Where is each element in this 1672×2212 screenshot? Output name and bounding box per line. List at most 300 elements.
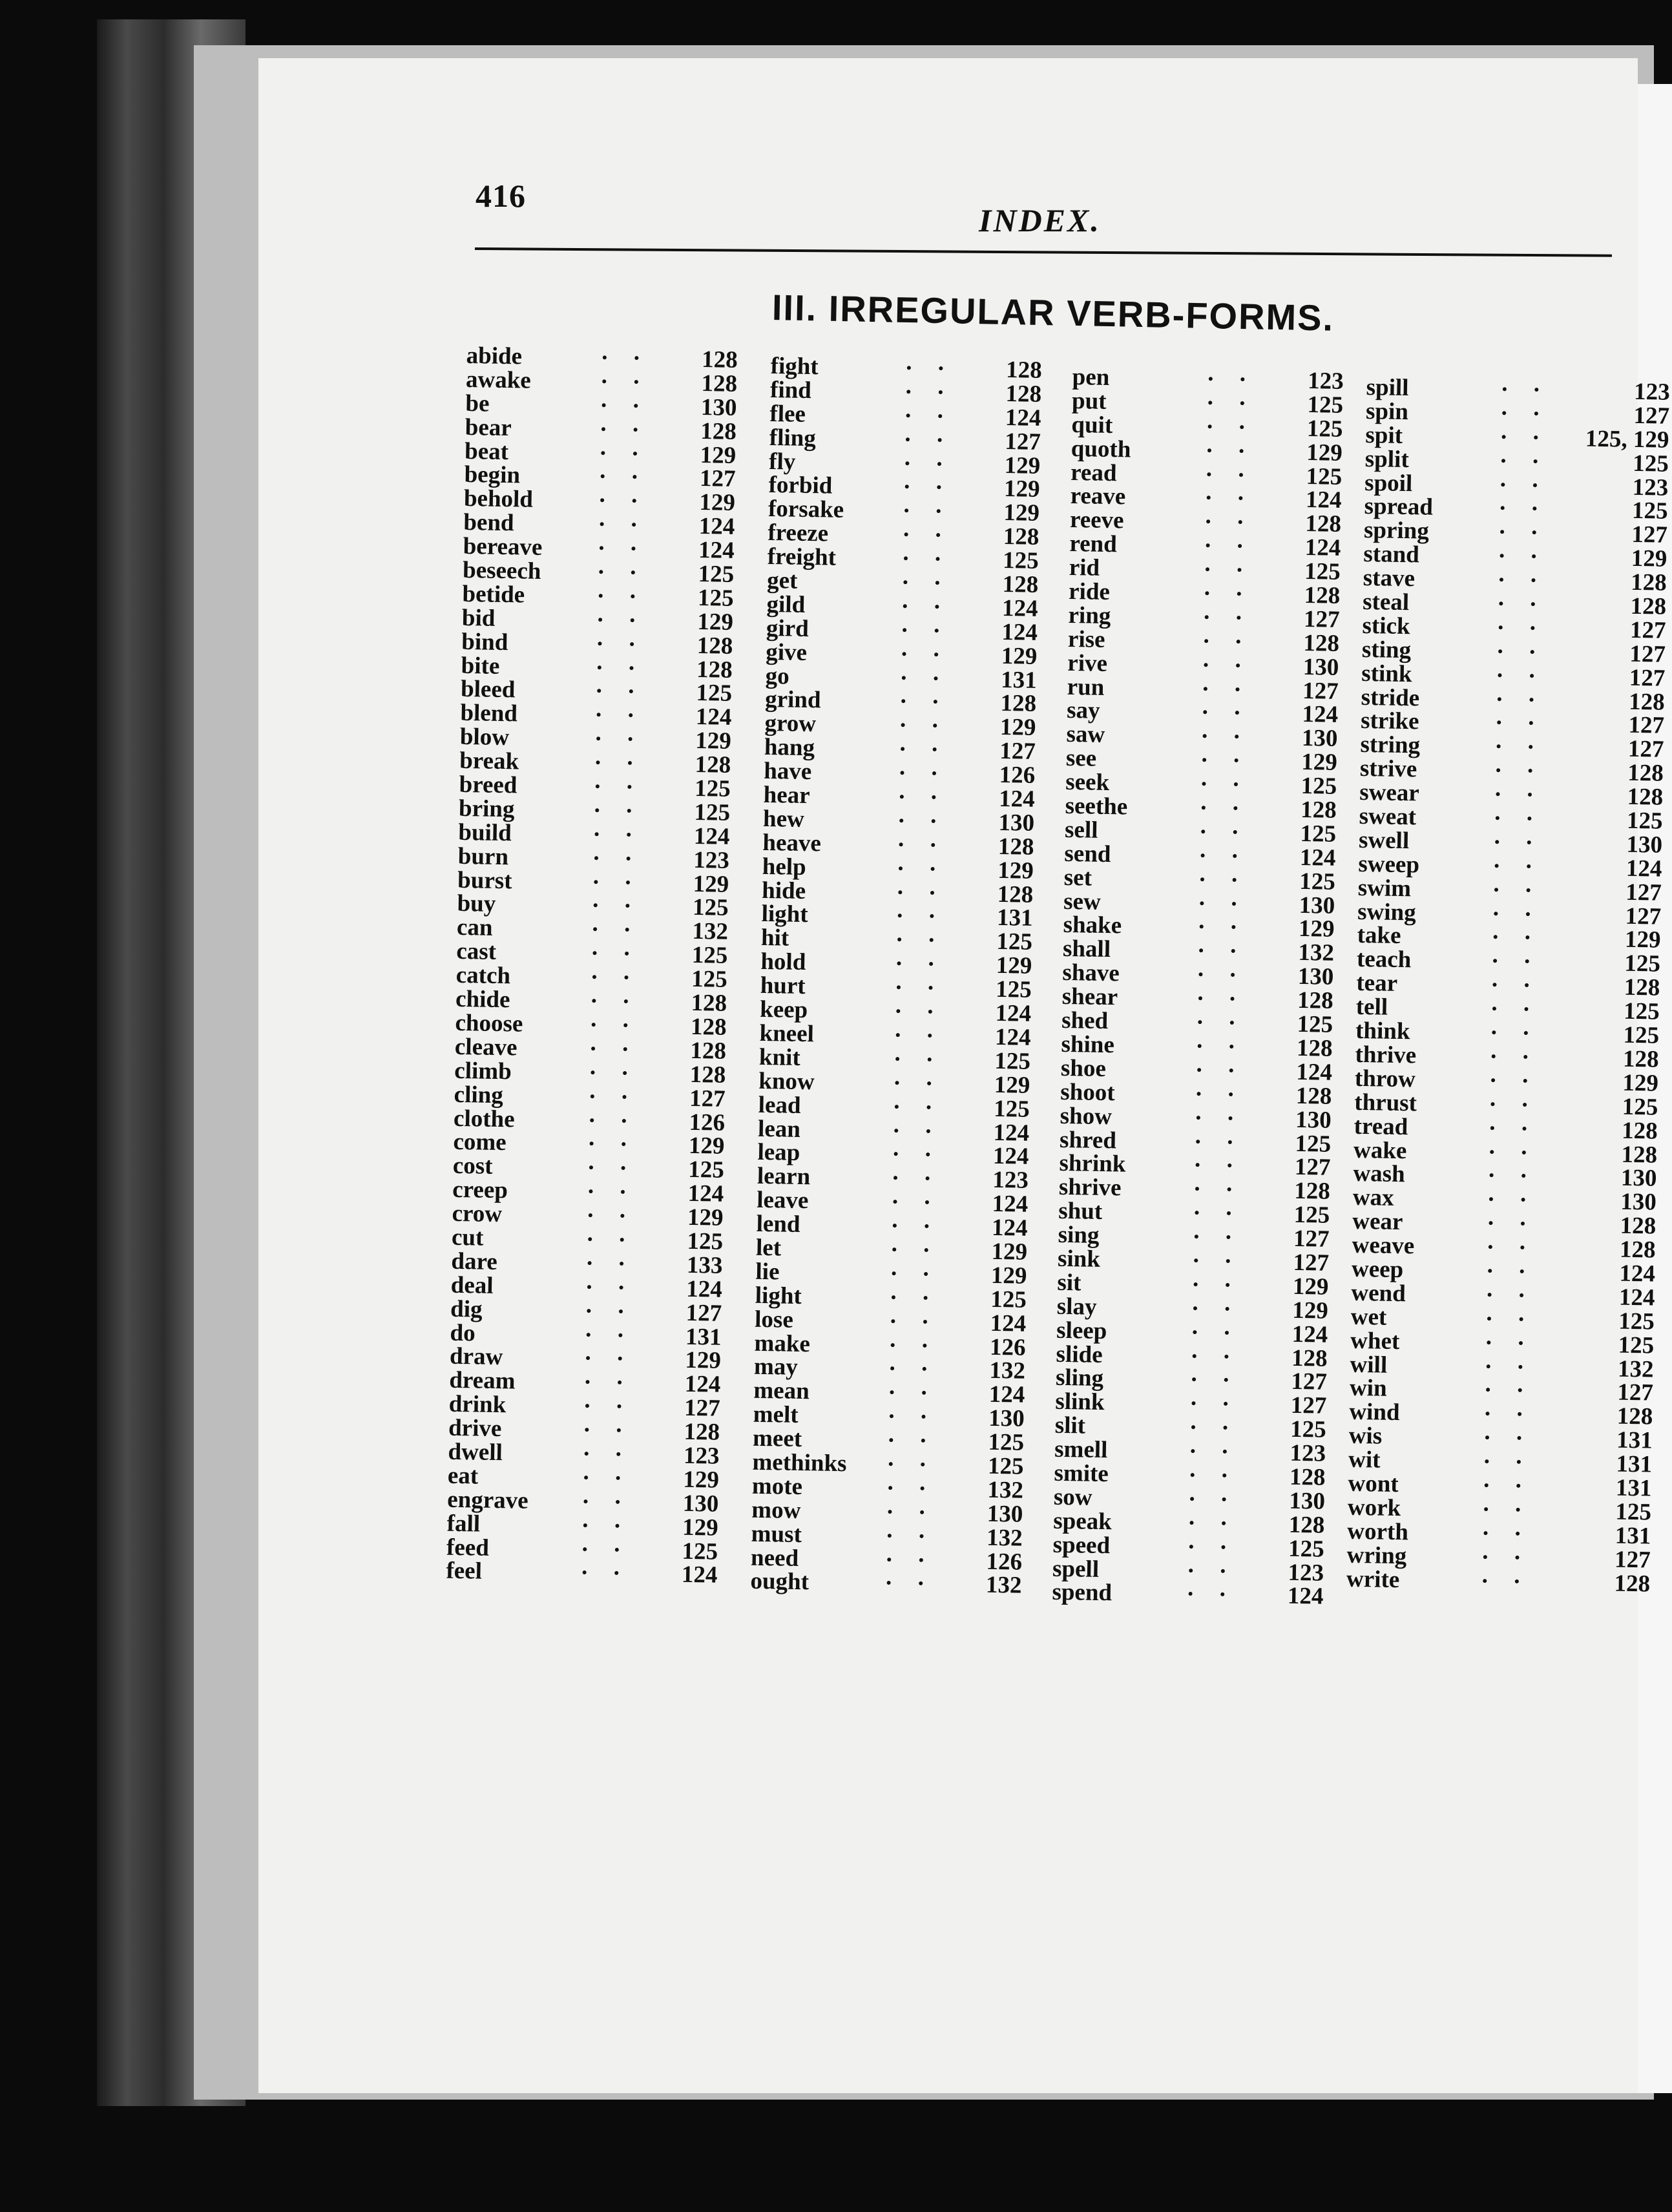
index-entry-word: build xyxy=(458,819,512,847)
leader-dots: · · xyxy=(583,1369,633,1397)
leader-dots: · · xyxy=(581,1488,631,1516)
leader-dots: · · xyxy=(1492,877,1542,904)
leader-dots: · · xyxy=(587,1107,638,1135)
leader-dots: · · xyxy=(897,808,947,835)
index-entry-word: help xyxy=(762,853,807,881)
leader-dots: · · xyxy=(1495,685,1545,714)
index-entry-word: know xyxy=(758,1067,815,1095)
index-entry-word: melt xyxy=(753,1401,799,1429)
index-entry-page: 124 xyxy=(993,1119,1030,1147)
index-entry-word: leave xyxy=(756,1186,809,1215)
index-entry-word: heave xyxy=(762,829,822,857)
leader-dots: · · xyxy=(1192,1224,1242,1251)
index-entry-word: dare xyxy=(451,1247,498,1275)
leader-dots: · · xyxy=(1200,747,1250,775)
index-entry-page: 125 xyxy=(682,1538,718,1565)
index-column-4 xyxy=(1346,374,1670,1598)
index-entry-page: 125 xyxy=(994,1047,1031,1075)
leader-dots: · · xyxy=(902,521,952,549)
index-entry-word: write xyxy=(1346,1565,1400,1593)
index-entry-page: 127 xyxy=(1629,616,1666,644)
index-entry-word: ride xyxy=(1068,578,1111,606)
index-entry-page: 124 xyxy=(684,1371,721,1399)
leader-dots: · · xyxy=(1492,853,1542,881)
index-entry-word: whet xyxy=(1350,1327,1400,1355)
index-entry-page: 128 xyxy=(1616,1403,1653,1430)
index-entry-page: 129 xyxy=(682,1514,719,1541)
index-entry-page: 124 xyxy=(1001,618,1038,646)
leader-dots: · · xyxy=(598,511,647,539)
index-entry-page: 125 xyxy=(1300,820,1337,848)
index-entry-page: 125 xyxy=(1622,1093,1658,1121)
index-entry-page: 130 xyxy=(1302,653,1339,681)
index-entry-word: catch xyxy=(455,962,511,990)
leader-dots: · · xyxy=(594,678,645,706)
index-entry-word: shed xyxy=(1061,1007,1109,1035)
index-entry-page: 128 xyxy=(1304,582,1341,609)
index-entry-word: gird xyxy=(766,614,810,642)
leader-dots: · · xyxy=(1194,1081,1244,1109)
leader-dots: · · xyxy=(1193,1176,1243,1204)
index-entry-word: wash xyxy=(1353,1160,1406,1188)
index-entry-page: 127 xyxy=(1625,903,1662,930)
index-entry-page: 127 xyxy=(1302,677,1339,705)
leader-dots: · · xyxy=(1195,1033,1245,1061)
index-entry-page: 127 xyxy=(1631,521,1668,549)
index-entry-page: 129 xyxy=(1003,499,1040,527)
index-entry-page: 129 xyxy=(997,857,1034,884)
index-entry-page: 124 xyxy=(1619,1260,1656,1288)
index-entry-page: 127 xyxy=(684,1395,721,1422)
index-entry-page: 125 xyxy=(1306,415,1343,443)
index-entry-word: stink xyxy=(1361,660,1412,687)
leader-dots: · · xyxy=(592,797,643,825)
index-entry-word: need xyxy=(750,1544,799,1572)
index-entry-word: wet xyxy=(1350,1303,1387,1331)
leader-dots: · · xyxy=(901,545,952,573)
index-entry-word: grow xyxy=(764,710,817,738)
index-entry-page: 124 xyxy=(1299,844,1336,871)
leader-dots: · · xyxy=(897,784,947,811)
leader-dots: · · xyxy=(593,773,643,801)
index-entry-page: 125 xyxy=(1615,1498,1652,1526)
index-entry-page: 124 xyxy=(1304,534,1341,562)
index-entry-page: 130 xyxy=(1301,725,1338,753)
index-entry-word: sting xyxy=(1361,636,1412,663)
index-entry-word: bite xyxy=(461,652,500,680)
index-entry-page: 125 xyxy=(1299,868,1336,895)
index-entry-page: 129 xyxy=(1622,1069,1659,1097)
index-entry-page: 123 xyxy=(1632,474,1669,501)
index-entry-page: 128 xyxy=(1621,1117,1658,1145)
index-entry-word: bear xyxy=(465,413,512,441)
index-entry-word: throw xyxy=(1354,1065,1416,1093)
index-entry-page: 128 xyxy=(1005,357,1042,384)
leader-dots: · · xyxy=(1500,376,1550,404)
leader-dots: · · xyxy=(594,702,644,729)
index-entry-page: 124 xyxy=(990,1309,1027,1337)
leader-dots: · · xyxy=(886,1475,936,1503)
index-entry-word: win xyxy=(1349,1375,1387,1403)
leader-dots: · · xyxy=(1198,866,1248,894)
index-entry-word: hew xyxy=(762,805,805,833)
leader-dots: · · xyxy=(1197,890,1248,918)
index-entry-page: 131 xyxy=(1616,1426,1653,1454)
index-entry-page: 128 xyxy=(1630,569,1667,596)
index-entry-word: abide xyxy=(466,342,523,370)
leader-dots: · · xyxy=(1494,709,1545,738)
index-entry-page: 129 xyxy=(700,441,737,469)
index-entry-word: hang xyxy=(764,734,815,762)
index-entry-page: 129 xyxy=(688,1132,725,1160)
leader-dots: · · xyxy=(898,736,948,764)
index-entry-page: 128 xyxy=(1630,592,1667,620)
index-entry-word: strike xyxy=(1360,707,1419,735)
leader-dots: · · xyxy=(1204,532,1253,560)
leader-dots: · · xyxy=(1487,1162,1537,1190)
index-entry-page: 130 xyxy=(988,1405,1025,1432)
index-entry-page: 125 xyxy=(1288,1535,1325,1563)
leader-dots: · · xyxy=(889,1284,939,1312)
index-entry-page: 128 xyxy=(1627,783,1664,811)
leader-dots: · · xyxy=(888,1331,938,1360)
index-entry-word: ought xyxy=(750,1568,810,1596)
index-entry-word: grind xyxy=(764,686,821,714)
leader-dots: · · xyxy=(1496,638,1546,666)
index-entry-word: light xyxy=(755,1282,802,1309)
index-entry-page: 128 xyxy=(1005,380,1042,408)
index-entry-word: bleed xyxy=(460,676,516,704)
leader-dots: · · xyxy=(592,821,642,849)
leader-dots: · · xyxy=(595,631,645,658)
index-entry-page: 132 xyxy=(989,1357,1026,1385)
index-entry-word: go xyxy=(765,662,790,690)
leader-dots: · · xyxy=(1189,1390,1239,1418)
leader-dots: · · xyxy=(884,1546,935,1574)
index-entry-word: wont xyxy=(1348,1470,1399,1498)
index-entry-word: send xyxy=(1064,840,1111,868)
leader-dots: · · xyxy=(1191,1247,1242,1275)
index-entry-page: 129 xyxy=(1291,1297,1329,1324)
index-entry-word: tread xyxy=(1353,1112,1408,1140)
leader-dots: · · xyxy=(886,1427,937,1455)
index-entry-page: 129 xyxy=(699,489,736,517)
index-entry-page: 125 xyxy=(1301,773,1337,800)
leader-dots: · · xyxy=(895,926,945,954)
index-entry-word: sell xyxy=(1064,816,1098,844)
index-entry-word: rend xyxy=(1069,530,1118,558)
leader-dots: · · xyxy=(1498,495,1548,523)
index-entry-page: 124 xyxy=(1296,1058,1333,1086)
index-entry-word: spin xyxy=(1365,397,1409,425)
leader-dots: · · xyxy=(582,1441,632,1468)
leader-dots: · · xyxy=(1486,1234,1536,1262)
index-entry-word: have xyxy=(763,758,812,786)
index-entry-page: 125, 129 xyxy=(1585,425,1669,454)
index-entry-word: wend xyxy=(1351,1279,1406,1308)
index-entry-page: 125 xyxy=(1618,1308,1655,1335)
leader-dots: · · xyxy=(893,1046,943,1074)
index-entry-page: 125 xyxy=(1623,1021,1660,1049)
index-entry-page: 125 xyxy=(696,680,733,707)
index-entry-page: 131 xyxy=(996,904,1033,932)
index-entry-page: 124 xyxy=(1618,1284,1655,1311)
leader-dots: · · xyxy=(583,1393,633,1421)
index-entry-word: see xyxy=(1065,745,1097,772)
index-entry-word: hear xyxy=(763,781,810,809)
index-entry-page: 128 xyxy=(1305,510,1342,538)
index-entry-page: 129 xyxy=(996,952,1032,980)
index-entry-page: 123 xyxy=(1288,1559,1324,1587)
index-entry-page: 123 xyxy=(992,1167,1029,1195)
index-entry-word: betide xyxy=(462,580,525,609)
index-entry-page: 128 xyxy=(700,417,737,445)
leader-dots: · · xyxy=(580,1560,630,1587)
index-entry-word: clothe xyxy=(453,1105,515,1132)
index-entry-word: feed xyxy=(446,1534,490,1561)
leader-dots: · · xyxy=(892,1093,942,1122)
leader-dots: · · xyxy=(596,607,646,634)
leader-dots: · · xyxy=(588,1059,638,1087)
index-entry-page: 125 xyxy=(993,1095,1030,1123)
leader-dots: · · xyxy=(1498,543,1547,570)
leader-dots: · · xyxy=(885,1522,935,1550)
index-entry-page: 128 xyxy=(1002,571,1039,598)
leader-dots: · · xyxy=(1206,413,1255,441)
leader-dots: · · xyxy=(1497,567,1547,594)
index-entry-page: 125 xyxy=(1002,547,1040,575)
index-entry-page: 125 xyxy=(691,942,728,970)
index-entry-word: tell xyxy=(1355,994,1388,1021)
index-entry-page: 132 xyxy=(692,918,729,946)
leader-dots: · · xyxy=(1481,1543,1531,1572)
index-entry-word: creep xyxy=(452,1176,508,1204)
index-entry-word: wax xyxy=(1352,1184,1394,1212)
leader-dots: · · xyxy=(1488,1114,1538,1143)
index-entry-page: 130 xyxy=(682,1490,719,1518)
leader-dots: · · xyxy=(1188,1438,1238,1466)
index-entry-word: sweat xyxy=(1359,802,1417,831)
index-entry-page: 125 xyxy=(694,798,731,826)
index-entry-word: shrink xyxy=(1059,1150,1126,1178)
index-entry-page: 128 xyxy=(701,370,738,397)
leader-dots: · · xyxy=(590,964,640,992)
index-entry-page: 129 xyxy=(683,1466,720,1494)
leader-dots: · · xyxy=(589,1012,639,1039)
index-entry-word: fling xyxy=(769,424,817,452)
index-entry-page: 132 xyxy=(986,1524,1023,1552)
index-entry-word: come xyxy=(453,1129,507,1156)
index-entry-word: speed xyxy=(1052,1531,1111,1559)
section-title: III. IRREGULAR VERB-FORMS. xyxy=(771,287,1335,339)
index-entry-word: swear xyxy=(1359,779,1420,807)
index-entry-word: burst xyxy=(457,866,512,894)
index-entry-page: 130 xyxy=(700,393,737,421)
leader-dots: · · xyxy=(1496,614,1546,642)
index-entry-word: crow xyxy=(452,1200,503,1228)
index-entry-word: thrive xyxy=(1355,1041,1417,1069)
index-entry-page: 124 xyxy=(698,537,735,565)
leader-dots: · · xyxy=(1190,1319,1240,1347)
index-entry-word: eat xyxy=(447,1462,479,1490)
index-entry-page: 124 xyxy=(1302,701,1339,729)
leader-dots: · · xyxy=(596,583,646,610)
index-entry-page: 125 xyxy=(1306,463,1343,490)
leader-dots: · · xyxy=(1491,900,1541,928)
index-entry-page: 123 xyxy=(1307,368,1344,395)
leader-dots: · · xyxy=(1486,1210,1536,1238)
index-entry-page: 133 xyxy=(686,1251,723,1279)
leader-dots: · · xyxy=(899,712,948,740)
index-entry-word: spring xyxy=(1363,517,1430,545)
index-entry-page: 125 xyxy=(1618,1331,1655,1359)
leader-dots: · · xyxy=(582,1417,632,1445)
index-entry-word: find xyxy=(769,376,812,404)
index-entry-page: 125 xyxy=(1632,450,1669,477)
index-entry-word: mote xyxy=(751,1472,803,1500)
index-entry-word: freeze xyxy=(768,519,829,547)
leader-dots: · · xyxy=(1190,1342,1240,1371)
leader-dots: · · xyxy=(1196,985,1246,1013)
index-entry-page: 127 xyxy=(1614,1546,1651,1574)
index-entry-page: 125 xyxy=(1626,807,1663,835)
leader-dots: · · xyxy=(1195,1057,1245,1085)
index-entry-word: bring xyxy=(458,795,515,823)
index-entry-page: 125 xyxy=(1295,1130,1332,1158)
leader-dots: · · xyxy=(894,974,945,1002)
index-entry-word: engrave xyxy=(446,1486,529,1514)
index-entry-word: meet xyxy=(752,1424,802,1453)
leader-dots: · · xyxy=(591,892,641,921)
index-entry-word: seethe xyxy=(1065,792,1128,820)
index-entry-page: 126 xyxy=(689,1109,726,1136)
index-entry-word: saw xyxy=(1066,721,1105,749)
index-entry-page: 128 xyxy=(691,989,727,1017)
index-entry-word: gild xyxy=(766,590,806,618)
leader-dots: · · xyxy=(1201,675,1251,704)
index-entry-page: 127 xyxy=(1291,1368,1328,1396)
leader-dots: · · xyxy=(1205,437,1255,465)
index-entry-word: rid xyxy=(1069,554,1100,581)
index-entry-word: beseech xyxy=(462,556,541,585)
index-entry-page: 123 xyxy=(693,846,730,874)
index-column-3 xyxy=(1052,365,1357,1609)
leader-dots: · · xyxy=(1498,519,1548,547)
index-entry-word: say xyxy=(1066,697,1100,725)
index-entry-page: 125 xyxy=(688,1156,725,1184)
index-entry-word: dream xyxy=(449,1367,516,1395)
index-entry-page: 124 xyxy=(1625,855,1662,882)
leader-dots: · · xyxy=(1191,1295,1241,1323)
index-entry-word: shoot xyxy=(1060,1078,1115,1106)
leader-dots: · · xyxy=(1485,1305,1535,1333)
index-entry-page: 130 xyxy=(1620,1165,1657,1193)
index-entry-page: 128 xyxy=(1620,1212,1656,1240)
index-entry-word: leap xyxy=(757,1139,800,1167)
index-entry-page: 129 xyxy=(991,1238,1028,1266)
index-entry-page: 127 xyxy=(1004,428,1041,455)
leader-dots: · · xyxy=(1480,1567,1531,1595)
index-entry-word: bend xyxy=(463,509,514,537)
index-entry-page: 124 xyxy=(687,1180,724,1207)
index-entry-page: 124 xyxy=(991,1214,1028,1242)
index-entry-page: 128 xyxy=(997,881,1034,908)
index-entry-word: feel xyxy=(446,1558,483,1585)
index-entry-word: slit xyxy=(1054,1412,1086,1439)
index-entry-page: 129 xyxy=(1004,452,1041,479)
leader-dots: · · xyxy=(1197,937,1247,965)
leader-dots: · · xyxy=(585,1250,635,1278)
leader-dots: · · xyxy=(895,903,945,931)
index-entry-word: take xyxy=(1357,922,1401,950)
leader-dots: · · xyxy=(1204,461,1255,489)
leader-dots: · · xyxy=(1481,1519,1531,1548)
index-entry-page: 124 xyxy=(698,513,735,541)
index-entry-word: sling xyxy=(1055,1364,1104,1392)
leader-dots: · · xyxy=(904,402,954,430)
leader-dots: · · xyxy=(1187,1486,1238,1514)
leader-dots: · · xyxy=(1206,390,1256,417)
index-entry-word: rive xyxy=(1067,649,1108,677)
index-entry-page: 125 xyxy=(988,1428,1025,1456)
index-entry-word: fight xyxy=(770,353,819,381)
index-entry-page: 125 xyxy=(1307,391,1344,419)
index-entry-word: learn xyxy=(757,1163,811,1191)
index-entry-word: forsake xyxy=(768,496,844,524)
index-entry-page: 125 xyxy=(1624,950,1661,978)
index-entry-page: 131 xyxy=(1615,1522,1651,1550)
index-entry-page: 128 xyxy=(1619,1236,1656,1264)
leader-dots: · · xyxy=(1200,699,1251,727)
index-entry-page: 130 xyxy=(1626,831,1663,859)
index-entry-page: 129 xyxy=(1624,926,1661,954)
index-entry-word: burn xyxy=(457,842,509,870)
index-entry-page: 128 xyxy=(684,1418,720,1446)
index-entry-page: 124 xyxy=(1287,1583,1324,1611)
index-entry-word: bid xyxy=(461,604,496,632)
index-entry-word: break xyxy=(459,747,519,775)
index-entry-word: cast xyxy=(456,938,497,966)
index-entry-word: wind xyxy=(1349,1399,1400,1426)
index-entry-word: wit xyxy=(1348,1446,1381,1474)
index-entry-word: get xyxy=(766,567,798,594)
leader-dots: · · xyxy=(1483,1377,1534,1404)
leader-dots: · · xyxy=(888,1355,938,1383)
index-entry-page: 127 xyxy=(1293,1249,1330,1277)
index-entry-page: 128 xyxy=(696,632,733,660)
leader-dots: · · xyxy=(1490,996,1540,1023)
leader-dots: · · xyxy=(597,535,647,563)
index-entry-page: 127 xyxy=(1625,879,1662,906)
index-entry-word: slink xyxy=(1055,1388,1105,1416)
index-entry-page: 131 xyxy=(685,1323,722,1351)
leader-dots: · · xyxy=(903,426,954,454)
leader-dots: · · xyxy=(893,998,944,1026)
index-entry-word: dwell xyxy=(448,1438,503,1466)
leader-dots: · · xyxy=(596,559,647,587)
leader-dots: · · xyxy=(1487,1138,1538,1167)
index-entry-page: 129 xyxy=(1003,475,1040,503)
leader-dots: · · xyxy=(1499,448,1549,475)
index-entry-page: 132 xyxy=(1298,939,1335,967)
index-entry-word: methinks xyxy=(752,1448,847,1477)
leader-dots: · · xyxy=(590,916,641,944)
index-entry-word: swim xyxy=(1357,874,1412,902)
leader-dots: · · xyxy=(891,1165,941,1193)
index-entry-page: 124 xyxy=(1291,1320,1328,1348)
index-entry-word: mean xyxy=(753,1377,810,1405)
index-entry-page: 129 xyxy=(1001,642,1038,670)
